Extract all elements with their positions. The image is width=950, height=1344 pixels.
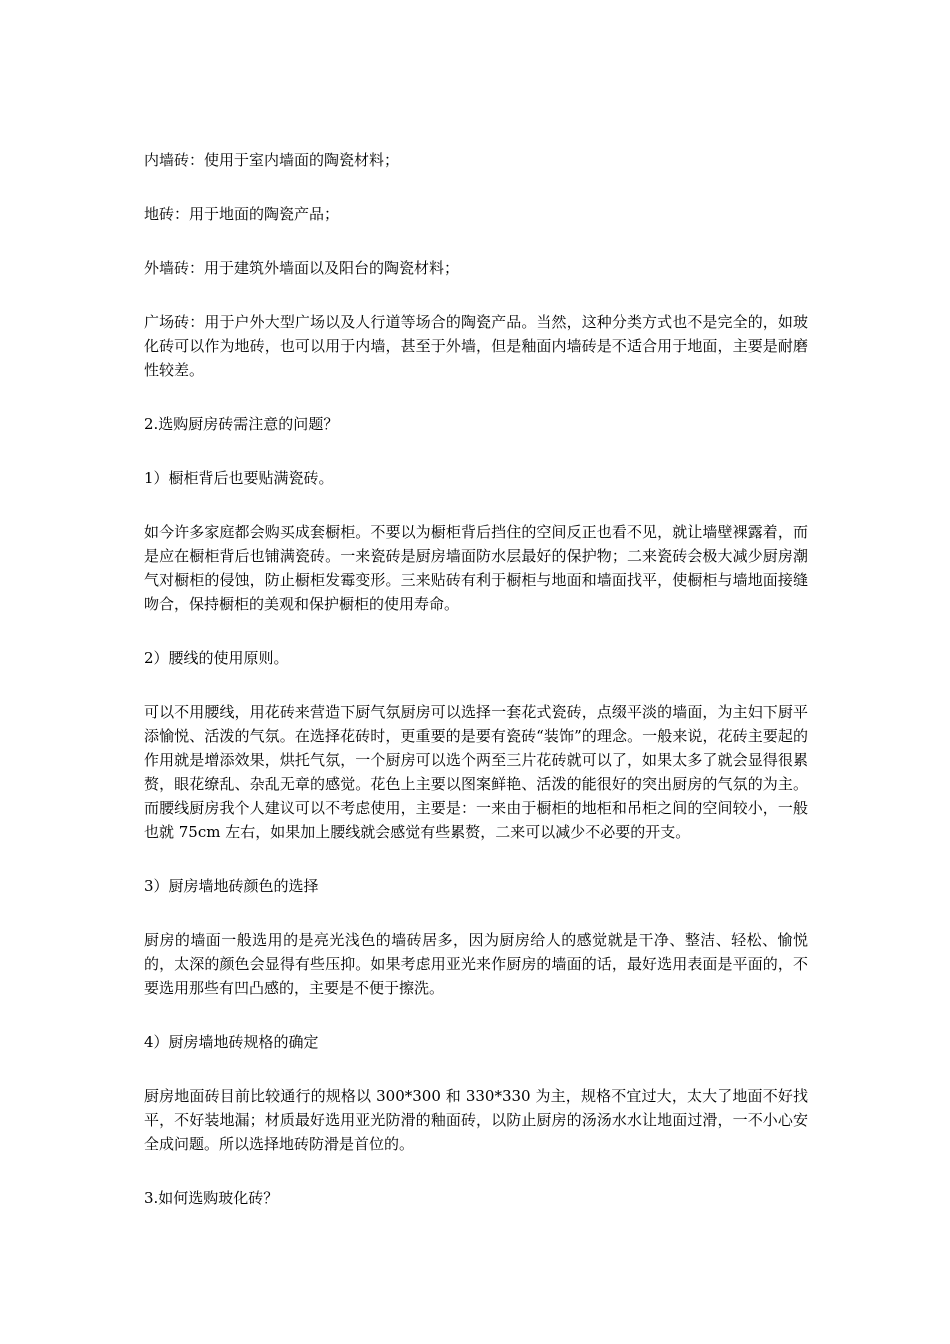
subheading-behind-cabinets: 1）橱柜背后也要贴满瓷砖。 xyxy=(144,469,334,487)
paragraph-plaza-tile: 广场砖：用于户外大型广场以及人行道等场合的陶瓷产品。当然，这种分类方式也不是完全的，如玻化砖可以作为地砖，也可以用于内墙，甚至于外墙，但是釉面内墙砖是不适合用于地面，主要是耐磨性较差。 xyxy=(144,313,808,379)
paragraph-behind-cabinets: 如今许多家庭都会购买成套橱柜。不要以为橱柜背后挡住的空间反正也看不见，就让墙壁裸露着，而是应在橱柜背后也铺满瓷砖。一来瓷砖是厨房墙面防水层最好的保护物；二来瓷砖会极大减少厨房潮气对橱柜的侵蚀，防止橱柜发霉变形。三来贴砖有利于橱柜与地面和墙面找平，使橱柜与墙地面接缝吻合，保持橱柜的美观和保护橱柜的使用寿命。 xyxy=(144,523,808,613)
paragraph-tile-color: 厨房的墙面一般选用的是亮光浅色的墙砖居多，因为厨房给人的感觉就是干净、整洁、轻松、愉悦的，太深的颜色会显得有些压抑。如果考虑用亚光来作厨房的墙面的话，最好选用表面是平面的，不要选用那些有凹凸感的，主要是不便于擦洗。 xyxy=(144,931,808,997)
paragraph-interior-wall-tile: 内墙砖：使用于室内墙面的陶瓷材料； xyxy=(144,151,400,169)
heading-vitrified-tile: 3.如何选购玻化砖？ xyxy=(144,1189,279,1207)
paragraph-floor-tile: 地砖：用于地面的陶瓷产品； xyxy=(144,205,340,223)
heading-kitchen-tile-selection: 2.选购厨房砖需注意的问题？ xyxy=(144,415,339,433)
subheading-tile-size: 4）厨房墙地砖规格的确定 xyxy=(144,1033,319,1051)
paragraph-waistline: 可以不用腰线，用花砖来营造下厨气氛厨房可以选择一套花式瓷砖，点缀平淡的墙面，为主妇下厨平添愉悦、活泼的气氛。在选择花砖时，更重要的是要有瓷砖“装饰”的理念。一般来说，花砖主要起的作用就是增添效果，烘托气氛，一个厨房可以选个两至三片花砖就可以了，如果太多了就会显得很累赘，眼花缭乱、杂乱无章的感觉。花色上主要以图案鲜艳、活泼的能很好的突出厨房的气氛的为主。而腰线厨房我个人建议可以不考虑使用，主要是：一来由于橱柜的地柜和吊柜之间的空间较小，一般也就 75cm 左右，如果加上腰线就会感觉有些累赘，二来可以减少不必要的开支。 xyxy=(144,703,808,841)
paragraph-exterior-wall-tile: 外墙砖：用于建筑外墙面以及阳台的陶瓷材料； xyxy=(144,259,460,277)
subheading-tile-color: 3）厨房墙地砖颜色的选择 xyxy=(144,877,319,895)
paragraph-tile-size: 厨房地面砖目前比较通行的规格以 300*300 和 330*330 为主，规格不宜过大，太大了地面不好找平，不好装地漏；材质最好选用亚光防滑的釉面砖，以防止厨房的汤汤水水让地面过滑，一不小心安全成问题。所以选择地砖防滑是首位的。 xyxy=(144,1087,808,1153)
subheading-waistline: 2）腰线的使用原则。 xyxy=(144,649,289,667)
document-body xyxy=(144,148,808,1240)
